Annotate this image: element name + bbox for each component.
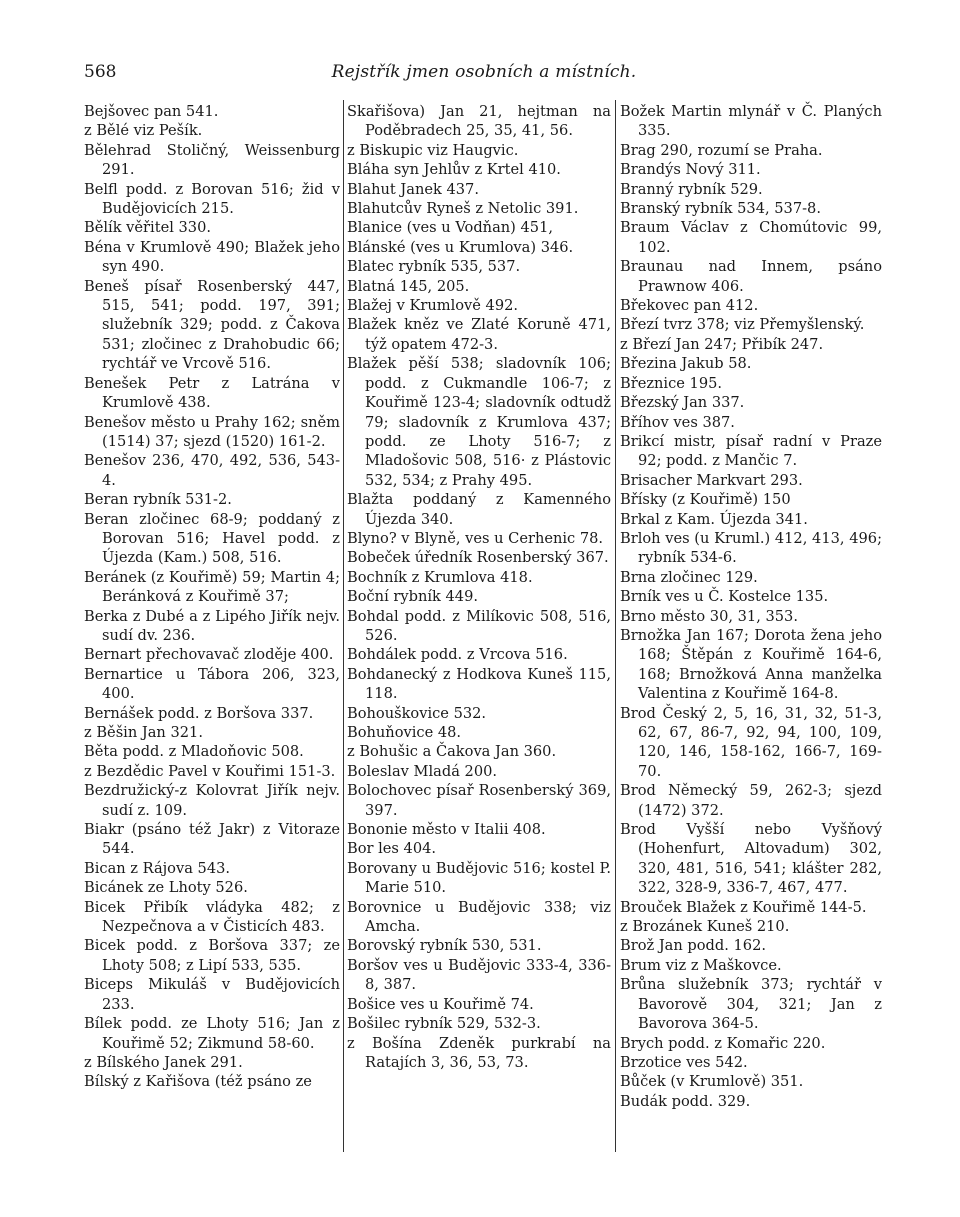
index-entry: Brag 290, rozumí se Praha. — [620, 141, 823, 159]
index-entry: Bělík věřitel 330. — [84, 219, 212, 237]
index-entry: Biakr (psáno též Jakr) z Vitoraze 544. — [84, 821, 340, 858]
index-entry: Bezdružický-z Kolovrat Jiřík nejv. sudí z. 109. — [84, 782, 340, 819]
index-entry: Brisacher Markvart 293. — [620, 471, 803, 489]
index-entry: Bohouškovice 532. — [347, 704, 487, 722]
index-entry: Březí tvrz 378; viz Přemyšlenský. — [620, 316, 865, 334]
index-entry: z Brozánek Kuneš 210. — [620, 918, 790, 936]
index-entry: Benešov 236, 470, 492, 536, 543-4. — [84, 452, 340, 489]
page-header — [84, 62, 884, 86]
index-entry: z Bezdědic Pavel v Kouřimi 151-3. — [84, 762, 336, 780]
index-entry: Březina Jakub 58. — [620, 355, 752, 373]
index-entry: Boleslav Mladá 200. — [347, 762, 498, 780]
index-entry: Budák podd. 329. — [620, 1092, 751, 1110]
column-divider — [343, 100, 344, 1152]
index-entry: Brnožka Jan 167; Dorota žena jeho 168; Štěpán z Kouřimě 164-6, 168; Brnožková Anna manželka Valentina z Kouřimě 164-8. — [620, 626, 882, 703]
index-entry: Bor les 404. — [347, 840, 437, 858]
index-entry: Bošice ves u Kouřimě 74. — [347, 995, 534, 1013]
index-entry: Braunau nad Innem, psáno Prawnow 406. — [620, 258, 882, 295]
index-entry: Březský Jan 337. — [620, 394, 745, 412]
index-entry: Brych podd. z Komařic 220. — [620, 1034, 826, 1052]
index-entry: Brkal z Kam. Újezda 341. — [620, 510, 808, 528]
index-entry: Borovnice u Budějovic 338; viz Amcha. — [347, 898, 611, 936]
index-entry: Blatec rybník 535, 537. — [347, 258, 521, 276]
index-entry: Brůna služebník 373; rychtář v Bavorově 304, 321; Jan z Bavorova 364-5. — [620, 976, 882, 1033]
index-entry: Beran rybník 531-2. — [84, 491, 232, 509]
index-entry: Bicek Přibík vládyka 482; z Nezpečnova a v Čisticích 483. — [84, 898, 340, 936]
index-entry: Blažej v Krumlově 492. — [347, 297, 519, 315]
index-entry: Blažek pěší 538; sladovník 106; podd. z Cukmandle 106-7; z Kouřimě 123-4; sladovník odtudž 79; sladovník z Krumlova 437; podd. ze Lhoty 516-7; z Mladošovic 508, 516· z Plástovic 532, 534; z Prahy 495. — [347, 355, 611, 489]
index-entry: z Bílského Janek 291. — [84, 1053, 243, 1071]
index-entry: Blyno? v Blyně, ves u Cerhenic 78. — [347, 529, 604, 547]
page-number: 568 — [84, 62, 117, 82]
index-entry: Benešov město u Prahy 162; sněm (1514) 37; sjezd (1520) 161-2. — [84, 413, 340, 450]
running-title: Rejstřík jmen osobních a místních. — [331, 62, 637, 82]
index-entry: Bohdálek podd. z Vrcova 516. — [347, 646, 568, 664]
index-entry: Bernášek podd. z Boršova 337. — [84, 704, 314, 722]
index-entry: Beneš písař Rosenberský 447, 515, 541; podd. 197, 391; služebník 329; podd. z Čakova 531; zločinec z Drahobudic 66; rychtář ve Vrcově 516. — [84, 277, 340, 373]
index-entry: Bůček (v Krumlově) 351. — [620, 1073, 804, 1091]
index-entry: Bohuňovice 48. — [347, 724, 462, 741]
index-entry: Blánské (ves u Krumlova) 346. — [347, 238, 574, 256]
index-entry: Bernartice u Tábora 206, 323, 400. — [84, 665, 340, 703]
index-entry: Bílský z Kařišova (též psáno ze — [84, 1073, 312, 1091]
index-entry: Brzotice ves 542. — [620, 1053, 748, 1071]
index-entry: Brna zločinec 129. — [620, 568, 758, 586]
index-entry: Branný rybník 529. — [620, 180, 763, 198]
index-entry: Borovany u Budějovic 516; kostel P. Marie 510. — [347, 859, 611, 897]
index-entry: Bříhov ves 387. — [620, 413, 735, 431]
index-entry: Bononie město v Italii 408. — [347, 821, 546, 839]
index-entry: Beran zločinec 68-9; poddaný z Borovan 516; Havel podd. z Újezda (Kam.) 508, 516. — [84, 510, 340, 567]
index-entry: Belfl podd. z Borovan 516; žid v Budějovicích 215. — [84, 180, 340, 218]
index-entry: Berka z Dubé a z Lipého Jiřík nejv. sudí dv. 236. — [84, 607, 340, 644]
index-entry: Bochník z Krumlova 418. — [347, 568, 533, 586]
index-entry: Brod Vyšší nebo Vyšňový (Hohenfurt, Altovadum) 302, 320, 481, 516, 541; klášter 282, 322, 328-9, 336-7, 467, 477. — [620, 821, 882, 897]
index-entry: Biceps Mikuláš v Budějovicích 233. — [84, 976, 340, 1013]
index-entry: Bošilec rybník 529, 532-3. — [347, 1015, 541, 1033]
index-entry: Brouček Blažek z Kouřimě 144-5. — [620, 898, 867, 916]
index-entry: Brno město 30, 31, 353. — [620, 607, 798, 625]
index-entry: Bejšovec pan 541. — [84, 103, 219, 120]
index-entry: Březnice 195. — [620, 374, 723, 392]
index-entry: z Běšin Jan 321. — [84, 724, 203, 741]
index-entry: Brikcí mistr, písař radní v Praze 92; podd. z Mančic 7. — [620, 432, 882, 470]
index-entry: Branský rybník 534, 537-8. — [620, 200, 821, 218]
index-entry: Bobeček úředník Rosenberský 367. — [347, 549, 609, 567]
index-entry: Skařišova) Jan 21, hejtman na Poděbradech 25, 35, 41, 56. — [347, 103, 611, 140]
index-entry: Běta podd. z Mladoňovic 508. — [84, 743, 304, 761]
index-entry: Bicánek ze Lhoty 526. — [84, 879, 248, 897]
index-entry: Blahutcův Ryneš z Netolic 391. — [347, 200, 579, 218]
index-entry: Boršov ves u Budějovic 333-4, 336-8, 387. — [347, 956, 611, 994]
index-entry: Béna v Krumlově 490; Blažek jeho syn 490. — [84, 238, 340, 276]
index-column-3 — [620, 102, 882, 1111]
index-entry: Břekovec pan 412. — [620, 297, 759, 315]
index-entry: Braum Václav z Chomútovic 99, 102. — [620, 219, 882, 256]
index-entry: Bernart přechovavač zloděje 400. — [84, 646, 334, 664]
index-entry: Brod Český 2, 5, 16, 31, 32, 51-3, 62, 67, 86-7, 92, 94, 100, 109, 120, 146, 158-162, 166-7, 169-70. — [620, 704, 882, 780]
index-entry: Brník ves u Č. Kostelce 135. — [620, 588, 829, 606]
index-entry: Blažek kněz ve Zlaté Koruně 471, týž opatem 472-3. — [347, 316, 611, 353]
index-entry: z Bělé viz Pešík. — [84, 122, 203, 140]
index-entry: Blahut Janek 437. — [347, 180, 479, 198]
index-entry: z Biskupic viz Haugvic. — [347, 141, 519, 159]
index-entry: Bělehrad Stoličný, Weissenburg 291. — [84, 141, 340, 179]
index-entry: Bílek podd. ze Lhoty 516; Jan z Kouřimě 52; Zikmund 58-60. — [84, 1015, 340, 1052]
index-entry: Boční rybník 449. — [347, 588, 478, 606]
index-entry: Benešek Petr z Latrána v Krumlově 438. — [84, 374, 340, 412]
index-entry: Brum viz z Maškovce. — [620, 956, 782, 974]
index-entry: Borovský rybník 530, 531. — [347, 937, 542, 955]
index-column-2 — [347, 102, 611, 1072]
index-entry: z Březí Jan 247; Přibík 247. — [620, 335, 824, 353]
index-entry: Blatná 145, 205. — [347, 277, 470, 295]
index-entry: z Bošína Zdeněk purkrabí na Ratajích 3, 36, 53, 73. — [347, 1034, 611, 1071]
index-entry: Bicek podd. z Boršova 337; ze Lhoty 508; z Lipí 533, 535. — [84, 937, 340, 974]
column-divider — [615, 100, 616, 1152]
index-entry: Beránek (z Kouřimě) 59; Martin 4; Beránková z Kouřimě 37; — [84, 568, 340, 606]
index-entry: Bican z Rájova 543. — [84, 859, 231, 877]
index-entry: Bohdal podd. z Milíkovic 508, 516, 526. — [347, 607, 611, 644]
index-entry: Božek Martin mlynář v Č. Planých 335. — [620, 103, 882, 140]
index-entry: Brandýs Nový 311. — [620, 161, 761, 179]
index-entry: Břísky (z Kouřimě) 150 — [620, 491, 791, 509]
index-entry: Bolochovec písař Rosenberský 369, 397. — [347, 782, 611, 819]
index-entry: Bláha syn Jehlův z Krtel 410. — [347, 161, 561, 179]
index-entry: Brod Německý 59, 262-3; sjezd (1472) 372. — [620, 782, 882, 819]
index-entry: Blažta poddaný z Kamenného Újezda 340. — [347, 491, 611, 528]
index-entry: Brloh ves (u Kruml.) 412, 413, 496; rybník 534-6. — [620, 529, 882, 567]
index-entry: z Bohušic a Čakova Jan 360. — [347, 743, 557, 761]
index-entry: Blanice (ves u Vodňan) 451, — [347, 219, 554, 237]
index-entry: Brož Jan podd. 162. — [620, 937, 766, 955]
index-column-1 — [84, 102, 340, 1092]
index-entry: Bohdanecký z Hodkova Kuneš 115, 118. — [347, 665, 611, 703]
